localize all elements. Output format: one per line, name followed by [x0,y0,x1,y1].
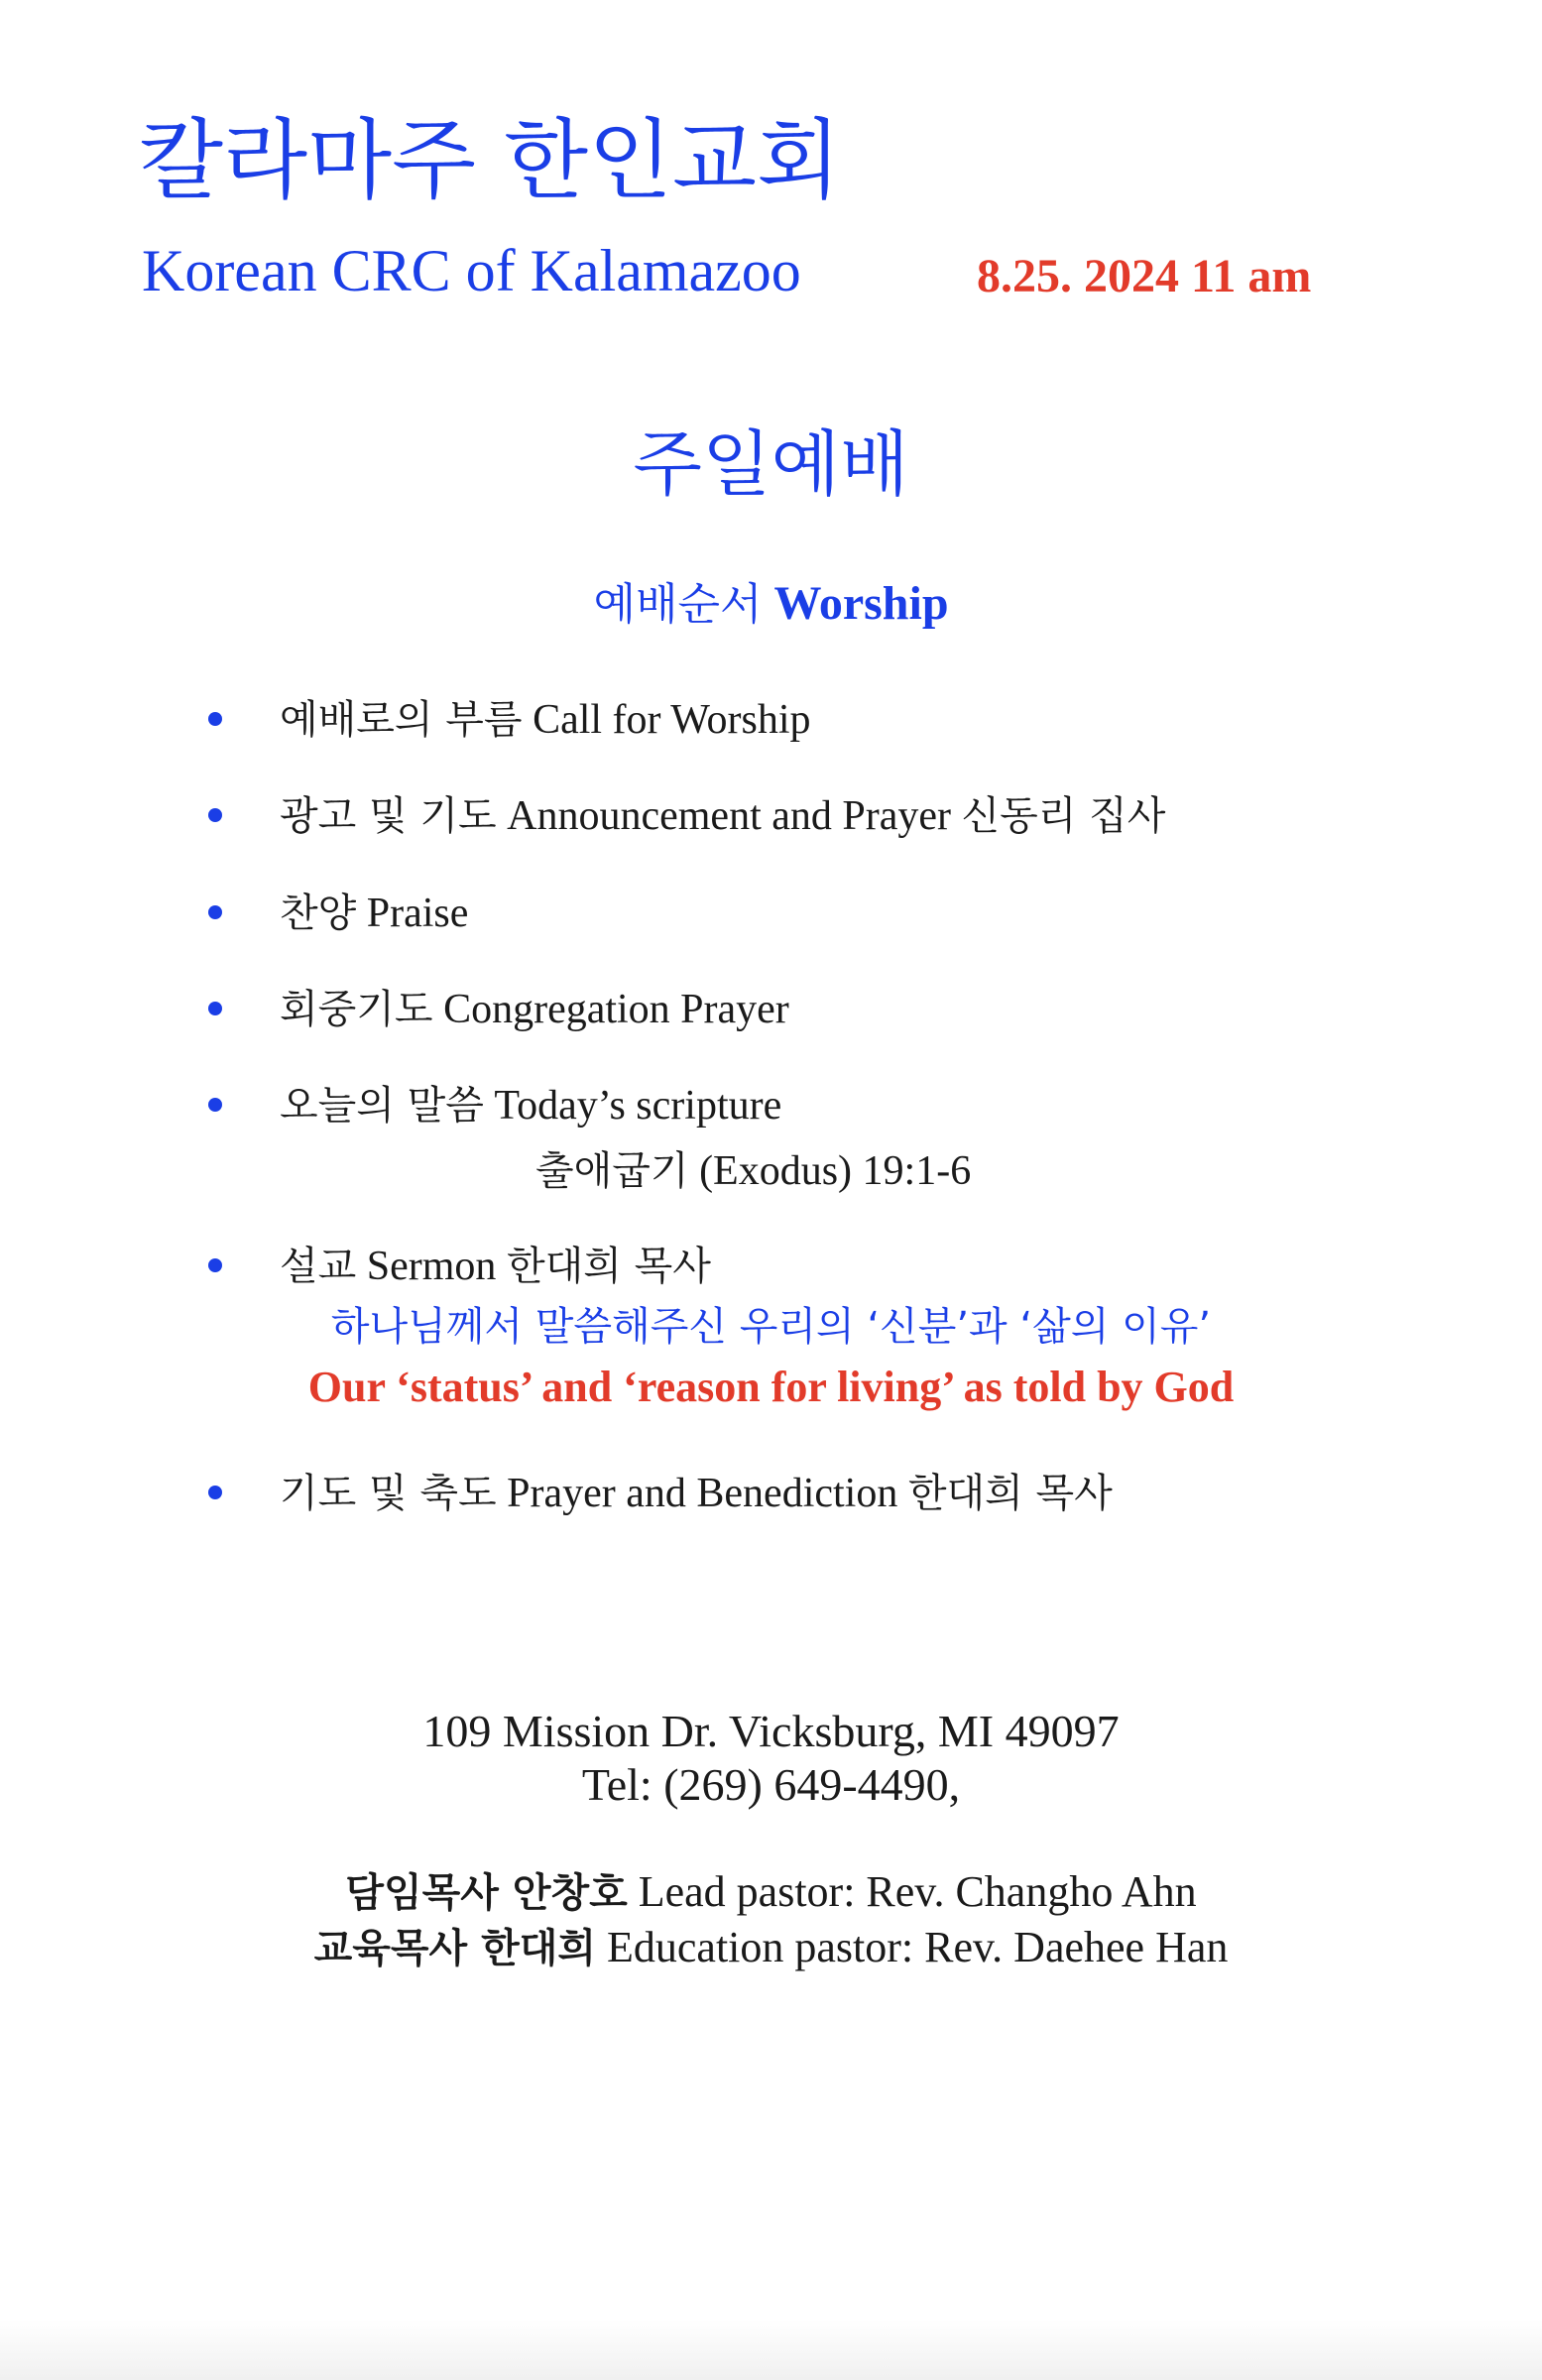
bullet-dot-icon [208,1486,222,1499]
item-presenter: 한대희 목사 [506,1244,711,1289]
scripture-reference [535,1150,971,1192]
lead-pastor-english: Lead pastor: Rev. Changho Ahn [638,1867,1197,1916]
item-presenter: 한대희 목사 [907,1471,1113,1516]
sermon-title-korean: 하나님께서 말씀해주신 우리의 ‘신분’과 ‘삶의 이유’ [330,1304,1212,1350]
list-item-call-for-worship [208,699,811,741]
service-title: 주일예배 [633,422,909,506]
list-item-praise [208,892,468,934]
item-korean: 기도 및 축도 [280,1471,497,1516]
order-heading-english: Worship [773,577,949,630]
sermon-title-english: Our ‘status’ and ‘reason for living’ as told by God [307,1363,1235,1411]
bullet-dot-icon [208,905,222,919]
list-item-benediction [208,1473,1113,1514]
item-english: Prayer and Benediction [507,1471,898,1516]
education-pastor-korean: 교육목사 한대희 [313,1926,597,1971]
bullet-dot-icon [208,1002,222,1015]
item-korean: 오늘의 말씀 [280,1083,484,1129]
item-korean: 설교 [280,1244,357,1289]
item-english: Congregation Prayer [443,987,789,1032]
item-english: Today’s scripture [494,1083,782,1129]
item-english: Praise [366,891,469,936]
list-item-sermon [208,1246,711,1287]
item-korean: 예배로의 부름 [280,697,523,743]
church-title-korean: 칼라마주 한인교회 [139,109,842,211]
bullet-dot-icon [208,712,222,726]
order-heading-korean: 예배순서 [593,579,763,630]
education-pastor-line [0,1923,1542,1971]
order-of-worship-heading [0,577,1542,630]
service-date: 8.25. 2024 11 am [977,250,1312,302]
item-presenter: 신동리 집사 [961,793,1166,839]
bullet-dot-icon [208,1258,222,1272]
bullet-dot-icon [208,1098,222,1112]
page-bottom-shadow [0,2320,1542,2380]
item-english: Call for Worship [533,697,811,743]
item-english: Sermon [366,1244,497,1289]
education-pastor-english: Education pastor: Rev. Daehee Han [607,1923,1229,1971]
list-item-scripture [208,1085,781,1127]
lead-pastor-line [0,1867,1542,1916]
lead-pastor-korean: 담임목사 안창호 [345,1870,628,1916]
list-item-congregation-prayer [208,989,789,1030]
item-korean: 광고 및 기도 [280,793,497,839]
item-english: Announcement and Prayer [507,793,951,839]
church-title-english: Korean CRC of Kalamazoo [142,238,801,303]
item-korean: 찬양 [280,891,357,936]
church-address: 109 Mission Dr. Vicksburg, MI 49097 [422,1706,1120,1756]
church-telephone: Tel: (269) 649-4490, [581,1759,961,1810]
bullet-dot-icon [208,808,222,822]
list-item-announcement [208,795,1165,837]
scripture-english: (Exodus) 19:1-6 [699,1148,972,1194]
scripture-korean: 출애굽기 [535,1148,689,1194]
item-korean: 회중기도 [280,987,433,1032]
